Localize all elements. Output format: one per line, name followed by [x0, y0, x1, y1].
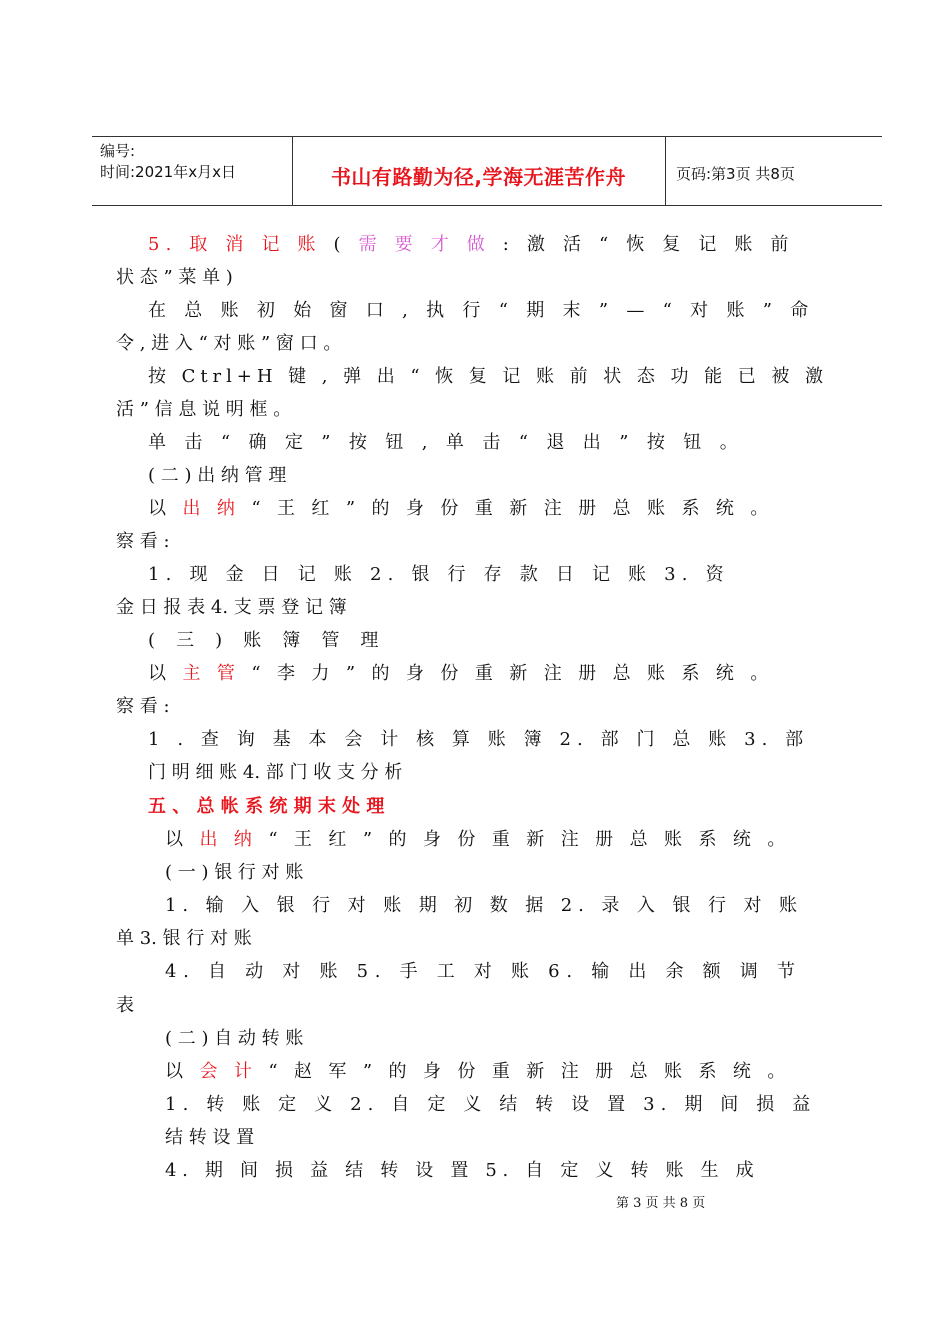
text-line: [165, 1094, 816, 1116]
text-segment: 单 击 “ 确 定 ” 按 钮 , 单 击 “ 退 出 ” 按 钮 。: [148, 432, 745, 453]
text-line: [148, 762, 402, 784]
text-line: [165, 1061, 791, 1083]
text-segment: : 激 活 “ 恢 复 记 账 前: [490, 234, 795, 255]
text-segment: 状 态 ” 菜 单 ): [116, 267, 233, 288]
text-line: [116, 597, 347, 619]
text-segment: 1. 输 入 银 行 对 账 期 初 数 据 2. 录 入 银 行 对 账: [165, 895, 803, 916]
code-label: 编号:: [100, 142, 136, 160]
highlighted-text: 五 、 总 帐 系 统 期 末 处 理: [148, 796, 385, 817]
text-segment: ( 二 ) 出 纳 管 理: [148, 465, 287, 486]
text-segment: 察 看 :: [116, 696, 170, 717]
header-divider: [665, 137, 666, 205]
highlighted-text: 需 要 才 做: [358, 234, 491, 255]
text-segment: 以: [148, 498, 183, 519]
text-segment: 结 转 设 置: [165, 1127, 255, 1148]
text-segment: 金 日 报 表 4. 支 票 登 记 簿: [116, 597, 347, 618]
text-segment: 活 ” 信 息 说 明 框 。: [116, 399, 292, 420]
text-line: [116, 267, 233, 289]
text-line: [165, 1160, 759, 1182]
header-meta: [100, 141, 236, 183]
text-line: [148, 432, 744, 454]
text-line: [116, 995, 134, 1017]
text-segment: 1 . 查 询 基 本 会 计 核 算 账 簿 2. 部 门 总 账 3. 部: [148, 729, 810, 750]
text-line: [116, 399, 291, 421]
text-segment: 4. 期 间 损 益 结 转 设 置 5. 自 定 义 转 账 生 成: [165, 1160, 760, 1181]
text-segment: “ 赵 军 ” 的 身 份 重 新 注 册 总 账 系 统 。: [257, 1061, 791, 1082]
header-motto: 书山有路勤为径,学海无涯苦作舟: [330, 165, 627, 189]
highlighted-text: 出 纳: [199, 829, 258, 850]
text-line: [148, 729, 809, 751]
text-segment: 按 Ctrl+H 键 , 弹 出 “ 恢 复 记 账 前 状 态 功 能 已 被 激: [148, 366, 828, 387]
text-line: [148, 498, 774, 520]
text-line: [148, 300, 815, 322]
text-segment: 表: [116, 995, 134, 1016]
text-segment: ( 二 ) 自 动 转 账: [165, 1028, 304, 1049]
highlighted-text: 主 管: [182, 663, 241, 684]
text-line: [165, 1028, 303, 1050]
page-number-label: 页码:第3页 共8页: [676, 165, 795, 183]
text-segment: 门 明 细 账 4. 部 门 收 支 分 析: [148, 762, 403, 783]
text-segment: 1. 现 金 日 记 账 2. 银 行 存 款 日 记 账 3. 资: [148, 564, 730, 585]
text-line: [116, 333, 341, 355]
text-segment: ( 三 ) 账 簿 管 理: [148, 630, 387, 651]
text-line: [148, 663, 774, 685]
text-segment: “ 李 力 ” 的 身 份 重 新 注 册 总 账 系 统 。: [240, 663, 774, 684]
document-header: [92, 136, 882, 206]
text-segment: “ 王 红 ” 的 身 份 重 新 注 册 总 账 系 统 。: [240, 498, 774, 519]
time-label: 时间:2021年x月x日: [100, 163, 236, 181]
text-segment: 1. 转 账 定 义 2. 自 定 义 结 转 设 置 3. 期 间 损 益: [165, 1094, 817, 1115]
text-line: [148, 465, 286, 487]
text-segment: 单 3. 银 行 对 账: [116, 928, 252, 949]
text-line: [165, 895, 803, 917]
text-line: [165, 1127, 254, 1149]
text-line: [116, 531, 170, 553]
highlighted-text: 5. 取 消 记 账: [148, 234, 322, 255]
highlighted-text: 会 计: [199, 1061, 258, 1082]
page-footer: 第 3 页 共 8 页: [616, 1196, 706, 1211]
text-line: [148, 234, 795, 256]
text-line: [165, 862, 303, 884]
text-segment: “ 王 红 ” 的 身 份 重 新 注 册 总 账 系 统 。: [257, 829, 791, 850]
highlighted-text: 出 纳: [182, 498, 241, 519]
text-segment: 以: [165, 829, 200, 850]
text-segment: ( 一 ) 银 行 对 账: [165, 862, 304, 883]
text-line: [116, 928, 252, 950]
text-segment: 令 , 进 入 “ 对 账 ” 窗 口 。: [116, 333, 342, 354]
text-line: [165, 829, 791, 851]
text-line: [165, 961, 802, 983]
text-segment: 以: [148, 663, 183, 684]
text-segment: 察 看 :: [116, 531, 170, 552]
text-segment: (: [321, 234, 359, 255]
text-line: [116, 696, 170, 718]
text-segment: 4. 自 动 对 账 5. 手 工 对 账 6. 输 出 余 额 调 节: [165, 961, 802, 982]
text-segment: 以: [165, 1061, 200, 1082]
text-segment: 在 总 账 初 始 窗 口 , 执 行 “ 期 末 ” — “ 对 账 ” 命: [148, 300, 815, 321]
text-line: [148, 564, 730, 586]
text-line: [148, 366, 828, 388]
text-line: [148, 630, 386, 652]
text-line: [148, 796, 384, 818]
